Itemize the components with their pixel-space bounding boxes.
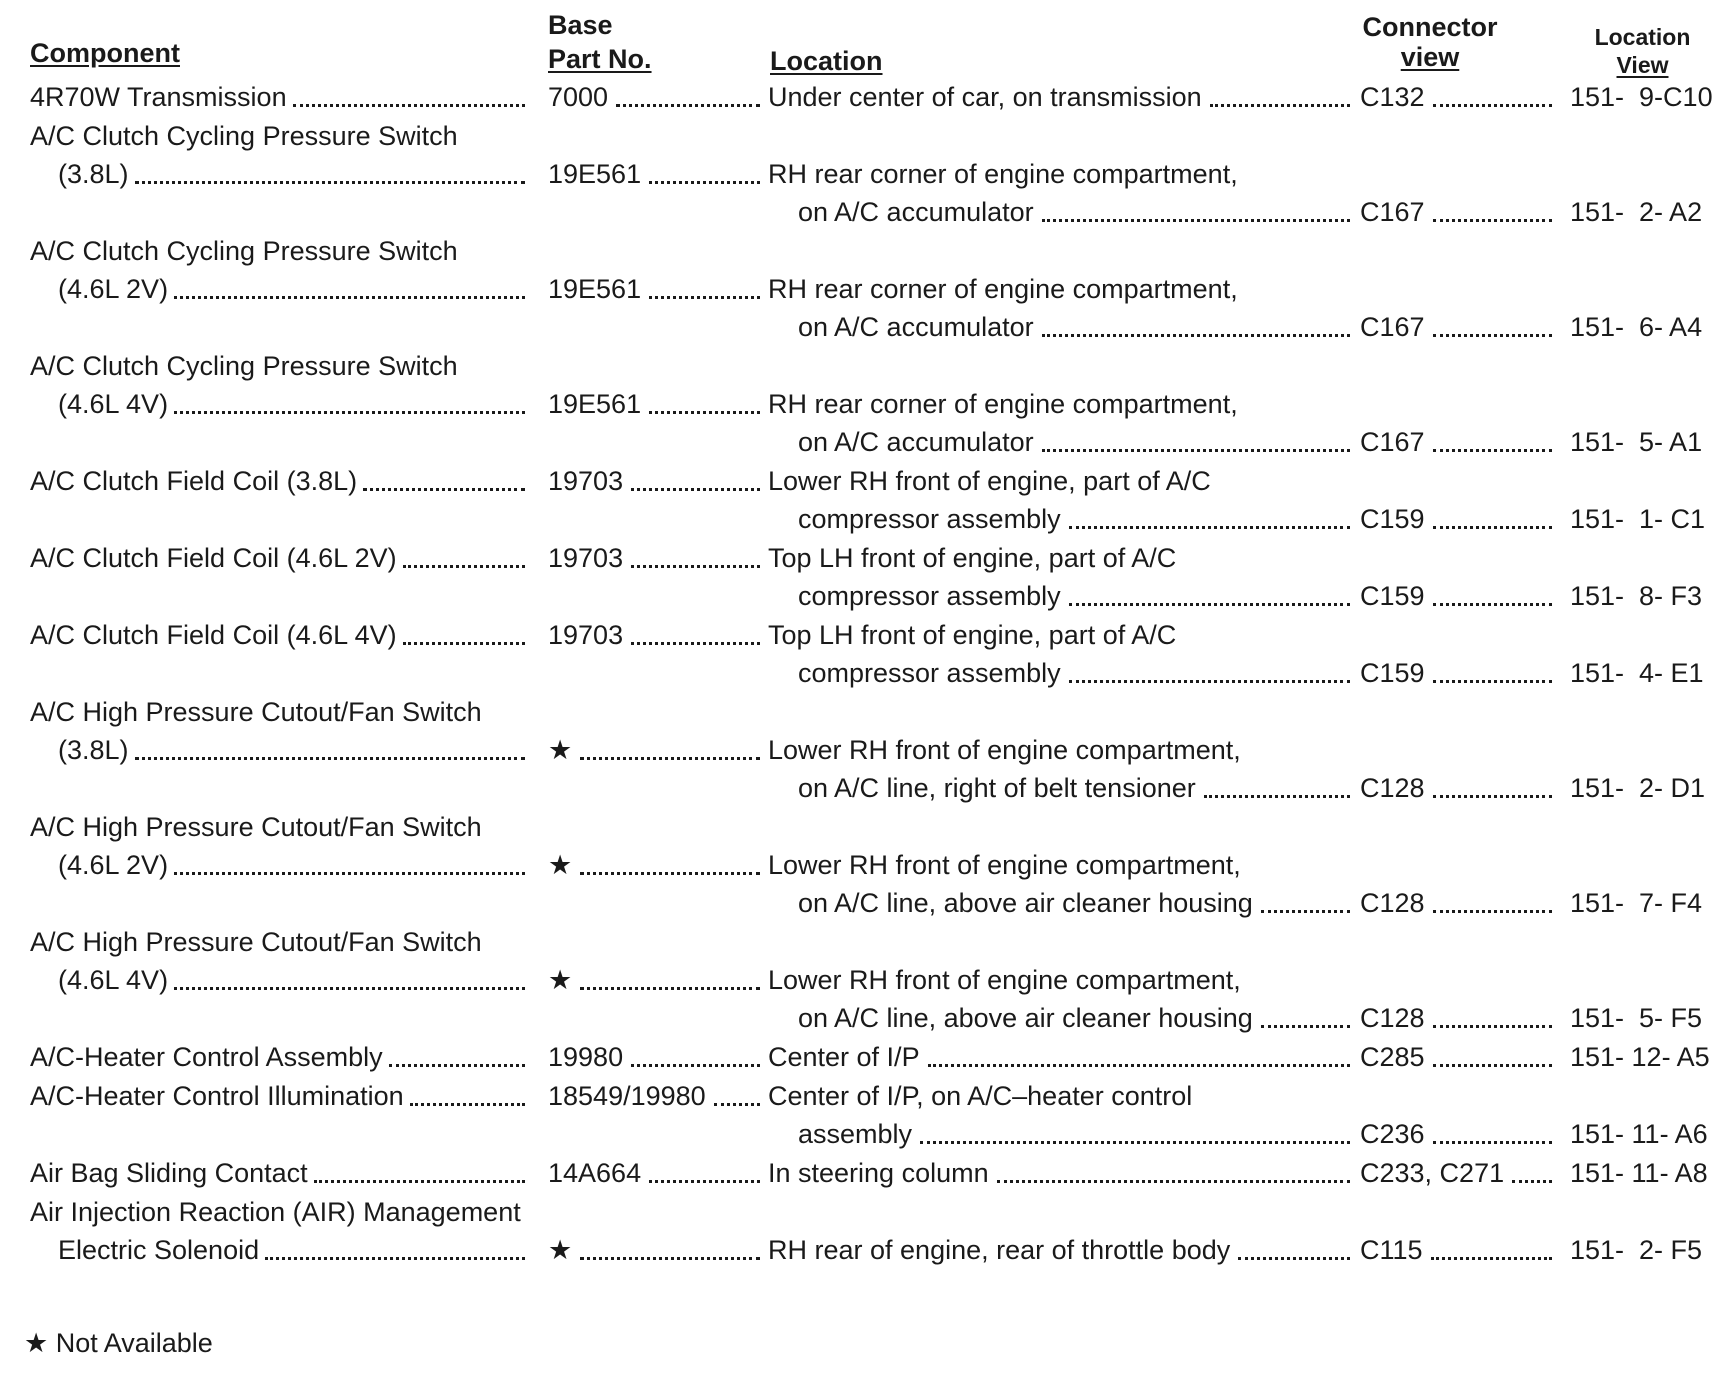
part-number: 7000 <box>548 82 609 112</box>
component-name: A/C Clutch Cycling Pressure Switch <box>30 351 458 381</box>
dot-leader <box>174 296 525 299</box>
location-view: 151- 1- C1 <box>1570 504 1706 534</box>
part-number: 19E561 <box>548 274 642 304</box>
component-name: Air Bag Sliding Contact <box>30 1158 308 1188</box>
connector-id: C167 <box>1360 427 1425 457</box>
component-name: A/C High Pressure Cutout/Fan Switch <box>30 927 482 957</box>
header-location-view-2: View <box>1616 52 1669 78</box>
connector-id: C128 <box>1360 1003 1425 1033</box>
dot-leader <box>1210 104 1350 107</box>
dot-leader <box>920 1141 1350 1144</box>
header-location-view: Location <box>1594 24 1691 50</box>
location-text: on A/C line, above air cleaner housing <box>798 1003 1253 1033</box>
component-name: (3.8L) <box>58 735 129 765</box>
dot-leader <box>649 296 760 299</box>
dot-leader <box>403 642 525 645</box>
dot-leader <box>1512 1180 1552 1183</box>
component-name: A/C Clutch Field Coil (4.6L 4V) <box>30 620 397 650</box>
dot-leader <box>1433 104 1552 107</box>
component-name: Electric Solenoid <box>58 1235 260 1265</box>
location-view: 151- 12- A5 <box>1570 1042 1710 1072</box>
location-view: 151- 9-C10 <box>1570 82 1713 112</box>
dot-leader <box>1433 449 1552 452</box>
location-text: on A/C accumulator <box>798 427 1034 457</box>
component-name: A/C Clutch Cycling Pressure Switch <box>30 121 458 151</box>
location-view: 151- 11- A8 <box>1570 1158 1708 1188</box>
dot-leader <box>1431 1257 1552 1260</box>
location-text: assembly <box>798 1119 913 1149</box>
connector-id: C159 <box>1360 504 1425 534</box>
dot-leader <box>631 642 760 645</box>
part-number: 19703 <box>548 466 624 496</box>
dot-leader <box>631 565 760 568</box>
component-name: (4.6L 2V) <box>58 850 169 880</box>
component-name: (4.6L 4V) <box>58 965 169 995</box>
component-name: (3.8L) <box>58 159 129 189</box>
part-number: ★ <box>548 965 573 995</box>
dot-leader <box>363 488 525 491</box>
location-view: 151- 2- A2 <box>1570 197 1703 227</box>
dot-leader <box>1433 795 1552 798</box>
location-text: Lower RH front of engine, part of A/C <box>768 466 1211 496</box>
location-text: Top LH front of engine, part of A/C <box>768 543 1177 573</box>
component-name: A/C-Heater Control Assembly <box>30 1042 383 1072</box>
location-text: RH rear corner of engine compartment, <box>768 159 1238 189</box>
location-text: on A/C accumulator <box>798 197 1034 227</box>
part-number: ★ <box>548 1235 573 1265</box>
location-text: on A/C accumulator <box>798 312 1034 342</box>
dot-leader <box>1433 1141 1552 1144</box>
dot-leader <box>314 1180 525 1183</box>
dot-leader <box>174 872 525 875</box>
component-name: (4.6L 2V) <box>58 274 169 304</box>
location-view: 151- 5- A1 <box>1570 427 1703 457</box>
location-view: 151- 5- F5 <box>1570 1003 1703 1033</box>
connector-id: C167 <box>1360 312 1425 342</box>
connector-id: C167 <box>1360 197 1425 227</box>
location-view: 151- 2- F5 <box>1570 1235 1703 1265</box>
connector-id: C132 <box>1360 82 1425 112</box>
dot-leader <box>1261 910 1350 913</box>
location-text: RH rear corner of engine compartment, <box>768 389 1238 419</box>
location-view: 151- 2- D1 <box>1570 773 1706 803</box>
dot-leader <box>1433 334 1552 337</box>
dot-leader <box>293 104 525 107</box>
connector-id: C159 <box>1360 581 1425 611</box>
component-name: A/C Clutch Field Coil (4.6L 2V) <box>30 543 397 573</box>
location-text: Lower RH front of engine compartment, <box>768 735 1241 765</box>
dot-leader <box>1433 1025 1552 1028</box>
header-location: Location <box>770 46 883 76</box>
dot-leader <box>580 1257 760 1260</box>
dot-leader <box>1069 680 1350 683</box>
location-text: RH rear of engine, rear of throttle body <box>768 1235 1231 1265</box>
dot-leader <box>1042 334 1350 337</box>
dot-leader <box>649 1180 760 1183</box>
part-number: 14A664 <box>548 1158 642 1188</box>
connector-id: C233, C271 <box>1360 1158 1505 1188</box>
dot-leader <box>1433 1064 1552 1067</box>
location-text: Top LH front of engine, part of A/C <box>768 620 1177 650</box>
part-number: 19E561 <box>548 389 642 419</box>
component-name: A/C Clutch Field Coil (3.8L) <box>30 466 358 496</box>
dot-leader <box>1433 219 1552 222</box>
component-name: A/C Clutch Cycling Pressure Switch <box>30 236 458 266</box>
dot-leader <box>631 1064 760 1067</box>
header-connector-view: view <box>1400 42 1460 72</box>
dot-leader <box>1042 449 1350 452</box>
dot-leader <box>1238 1257 1350 1260</box>
dot-leader <box>1433 526 1552 529</box>
location-view: 151- 6- A4 <box>1570 312 1703 342</box>
dot-leader <box>135 757 525 760</box>
connector-id: C115 <box>1360 1235 1423 1265</box>
location-text: compressor assembly <box>798 504 1061 534</box>
connector-id: C285 <box>1360 1042 1425 1072</box>
connector-id: C128 <box>1360 888 1425 918</box>
header-component: Component <box>30 38 180 68</box>
location-view: 151- 11- A6 <box>1570 1119 1708 1149</box>
header-connector: Connector <box>1362 12 1498 42</box>
dot-leader <box>580 872 760 875</box>
header-part-no: Part No. <box>548 44 652 74</box>
location-text: In steering column <box>768 1158 989 1188</box>
dot-leader <box>928 1064 1350 1067</box>
dot-leader <box>1069 526 1350 529</box>
location-text: on A/C line, right of belt tensioner <box>798 773 1196 803</box>
connector-id: C236 <box>1360 1119 1425 1149</box>
dot-leader <box>997 1180 1350 1183</box>
dot-leader <box>649 411 760 414</box>
location-text: Under center of car, on transmission <box>768 82 1202 112</box>
dot-leader <box>1042 219 1350 222</box>
dot-leader <box>1433 910 1552 913</box>
dot-leader <box>649 181 760 184</box>
dot-leader <box>1433 603 1552 606</box>
location-text: Center of I/P <box>768 1042 920 1072</box>
dot-leader <box>174 987 525 990</box>
location-text: compressor assembly <box>798 581 1061 611</box>
component-name: Air Injection Reaction (AIR) Management <box>30 1197 521 1227</box>
connector-id: C128 <box>1360 773 1425 803</box>
part-number: ★ <box>548 735 573 765</box>
dot-leader <box>135 181 525 184</box>
dot-leader <box>403 565 525 568</box>
part-number: 18549/19980 <box>548 1081 706 1111</box>
location-text: Lower RH front of engine compartment, <box>768 965 1241 995</box>
part-number: 19703 <box>548 543 624 573</box>
dot-leader <box>174 411 525 414</box>
dot-leader <box>580 757 760 760</box>
dot-leader <box>1069 603 1350 606</box>
footnote-not-available: ★ Not Available <box>24 1328 213 1358</box>
dot-leader <box>580 987 760 990</box>
dot-leader <box>616 104 760 107</box>
location-text: Center of I/P, on A/C–heater control <box>768 1081 1193 1111</box>
location-view: 151- 4- E1 <box>1570 658 1704 688</box>
dot-leader <box>265 1257 525 1260</box>
dot-leader <box>1433 680 1552 683</box>
part-number: 19980 <box>548 1042 624 1072</box>
dot-leader <box>714 1103 760 1106</box>
location-view: 151- 7- F4 <box>1570 888 1703 918</box>
dot-leader <box>389 1064 525 1067</box>
location-view: 151- 8- F3 <box>1570 581 1703 611</box>
dot-leader <box>410 1103 525 1106</box>
dot-leader <box>631 488 760 491</box>
dot-leader <box>1261 1025 1350 1028</box>
part-number: ★ <box>548 850 573 880</box>
header-base: Base <box>548 10 613 40</box>
component-name: A/C-Heater Control Illumination <box>30 1081 404 1111</box>
component-name: A/C High Pressure Cutout/Fan Switch <box>30 697 482 727</box>
component-name: A/C High Pressure Cutout/Fan Switch <box>30 812 482 842</box>
component-name: (4.6L 4V) <box>58 389 169 419</box>
connector-id: C159 <box>1360 658 1425 688</box>
location-text: Lower RH front of engine compartment, <box>768 850 1241 880</box>
part-number: 19E561 <box>548 159 642 189</box>
location-text: RH rear corner of engine compartment, <box>768 274 1238 304</box>
location-text: compressor assembly <box>798 658 1061 688</box>
component-name: 4R70W Transmission <box>30 82 287 112</box>
dot-leader <box>1204 795 1350 798</box>
part-number: 19703 <box>548 620 624 650</box>
location-text: on A/C line, above air cleaner housing <box>798 888 1253 918</box>
